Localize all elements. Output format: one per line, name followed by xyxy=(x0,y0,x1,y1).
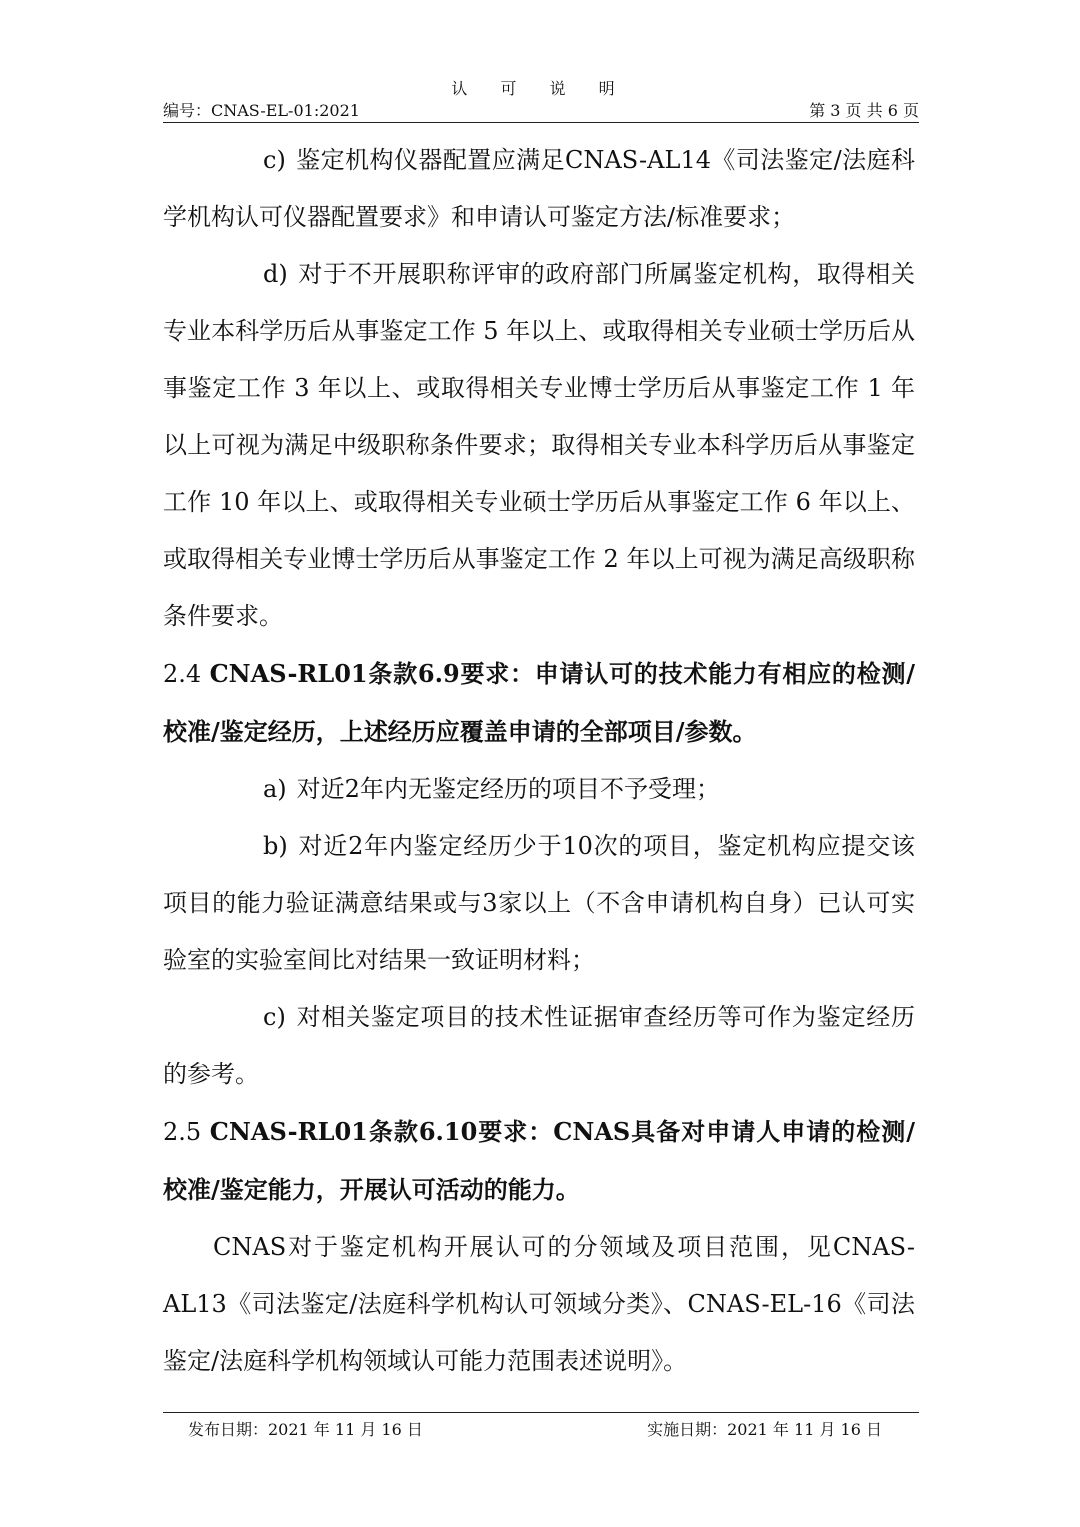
document-body xyxy=(163,132,915,1390)
item-a-text: 对近2年内无鉴定经历的项目不予受理； xyxy=(296,775,720,803)
header-title: 认 可 说 明 xyxy=(451,79,629,98)
header-row xyxy=(163,98,919,121)
footer-row xyxy=(188,1417,882,1440)
section-2-5-heading xyxy=(163,1103,915,1219)
item-c2-label: c) xyxy=(263,1003,286,1031)
closing-paragraph: CNAS对于鉴定机构开展认可的分领域及项目范围，见CNAS-AL13《司法鉴定/法庭科学机构认可领域分类》、CNAS-EL-16《司法鉴定/法庭科学机构领域认可能力范围表述说明》。 xyxy=(163,1233,915,1375)
effective-date: 实施日期：2021 年 11 月 16 日 xyxy=(647,1420,882,1439)
item-b-text: 对近2年内鉴定经历少于10次的项目，鉴定机构应提交该项目的能力验证满意结果或与3家以上（不含申请机构自身）已认可实验室的实验室间比对结果一致证明材料； xyxy=(163,832,915,974)
doc-number: 编号：CNAS-EL-01:2021 xyxy=(163,101,360,120)
page-info: 第 3 页 共 6 页 xyxy=(809,101,919,120)
item-c1-label: c) xyxy=(263,146,286,174)
section-2-5-number: 2.5 xyxy=(163,1118,202,1146)
item-d-label: d) xyxy=(263,260,288,288)
item-a-label: a) xyxy=(263,775,287,803)
item-c2 xyxy=(163,989,915,1103)
section-2-4-text: CNAS-RL01条款6.9要求：申请认可的技术能力有相应的检测/校准/鉴定经历，上述经历应覆盖申请的全部项目/参数。 xyxy=(163,659,915,746)
item-a xyxy=(163,761,915,818)
item-d-text: 对于不开展职称评审的政府部门所属鉴定机构，取得相关专业本科学历后从事鉴定工作 5 年以上、或取得相关专业硕士学历后从事鉴定工作 3 年以上、或取得相关专业博士学历后从事鉴定工作 1 年以上可视为满足中级职称条件要求；取得相关专业本科学历后从事鉴定工作 10 年以上、或取得相关专业硕士学历后从事鉴定工作 6 年以上、或取得相关专业博士学历后从事鉴定工作 2 年以上可视为满足高级职称条件要求。 xyxy=(163,260,915,630)
item-c2-text: 对相关鉴定项目的技术性证据审查经历等可作为鉴定经历的参考。 xyxy=(163,1003,915,1088)
section-2-5-text: CNAS-RL01条款6.10要求：CNAS具备对申请人申请的检测/校准/鉴定能力，开展认可活动的能力。 xyxy=(163,1117,915,1204)
item-d xyxy=(163,246,915,645)
item-c1-text: 鉴定机构仪器配置应满足CNAS-AL14《司法鉴定/法庭科学机构认可仪器配置要求》和申请认可鉴定方法/标准要求； xyxy=(163,146,915,231)
footer-divider xyxy=(163,1412,919,1413)
publish-date: 发布日期：2021 年 11 月 16 日 xyxy=(188,1420,423,1439)
header-divider xyxy=(163,122,919,123)
item-c1 xyxy=(163,132,915,246)
item-b xyxy=(163,818,915,989)
section-2-4-number: 2.4 xyxy=(163,660,202,688)
item-b-label: b) xyxy=(263,832,288,860)
section-2-4-heading xyxy=(163,645,915,761)
